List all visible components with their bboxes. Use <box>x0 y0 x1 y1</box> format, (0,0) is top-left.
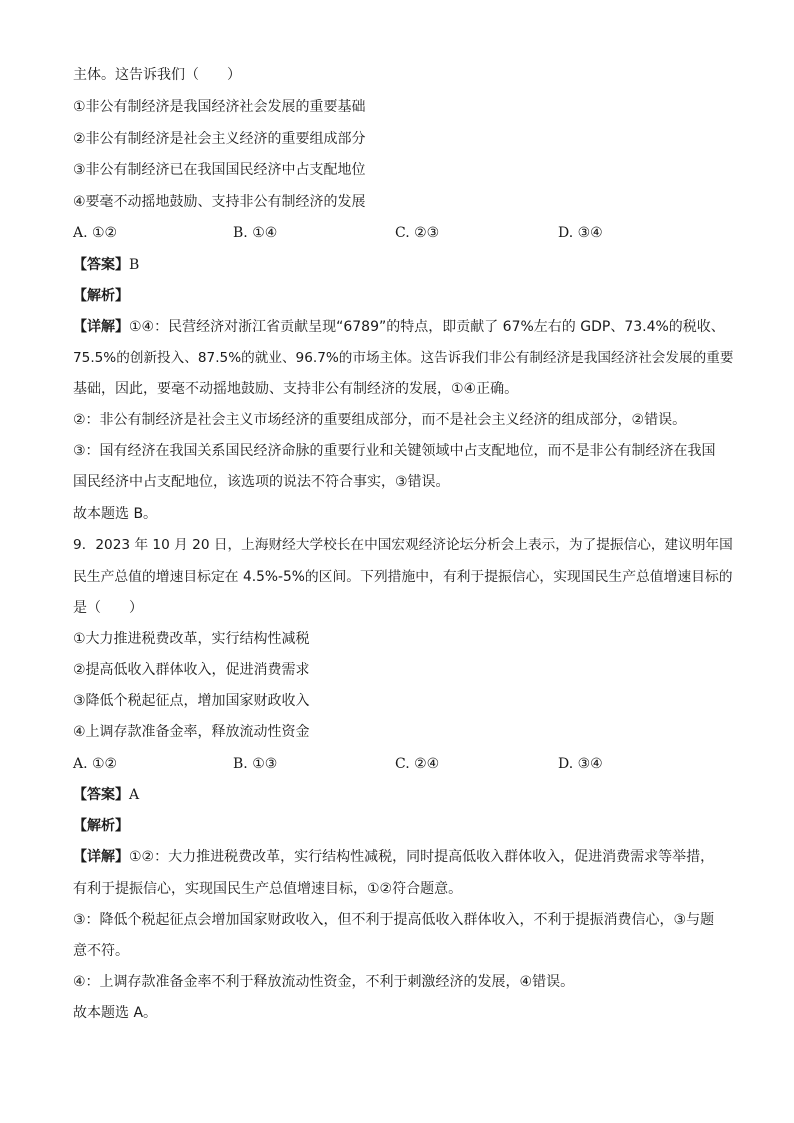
detail-line: 有利于提振信心，实现国民生产总值增速目标，①②符合题意。 <box>73 881 463 897</box>
detail-line: 意不符。 <box>73 943 129 959</box>
answer-options <box>73 754 733 774</box>
answer-value: B <box>129 257 140 273</box>
question-stem: 主体。这告诉我们（ ） <box>73 67 241 83</box>
detail-line <box>73 847 733 867</box>
detail-tag: 【详解】 <box>73 849 129 865</box>
answer-tag: 【答案】 <box>73 257 129 273</box>
conclusion-line: 故本题选 B。 <box>73 506 158 522</box>
answer-tag: 【答案】 <box>73 787 129 803</box>
detail-line: 国民经济中占支配地位，该选项的说法不符合事实，③错误。 <box>73 474 450 490</box>
option-a: A. ①② <box>73 225 118 241</box>
option-a: A. ①② <box>73 756 118 772</box>
detail-line: ③：国有经济在我国关系国民经济命脉的重要行业和关键领域中占支配地位，而不是非公有制经济在我国 <box>73 443 716 459</box>
detail-line: ④：上调存款准备金率不利于释放流动性资金，不利于刺激经济的发展，④错误。 <box>73 974 575 990</box>
analysis-tag: 【解析】 <box>73 288 129 304</box>
analysis-tag: 【解析】 <box>73 818 129 834</box>
statement-item: ①大力推进税费改革，实行结构性减税 <box>73 631 310 647</box>
detail-line: 75.5%的创新投入、87.5%的就业、96.7%的市场主体。这告诉我们非公有制经济是我国经济社会发展的重要 <box>73 350 734 366</box>
detail-text: ①④：民营经济对浙江省贡献呈现“6789”的特点，即贡献了 67%左右的 GDP、73.4%的税收、 <box>129 319 725 335</box>
detail-line <box>73 317 733 337</box>
statement-item: ③非公有制经济已在我国国民经济中占支配地位 <box>73 162 366 178</box>
option-b: B. ①③ <box>233 756 278 772</box>
detail-line: ③：降低个税起征点会增加国家财政收入，但不利于提高低收入群体收入，不利于提振消费信心，③与题 <box>73 912 715 928</box>
statement-item: ④要毫不动摇地鼓励、支持非公有制经济的发展 <box>73 194 366 210</box>
detail-line: ②：非公有制经济是社会主义市场经济的重要组成部分，而不是社会主义经济的组成部分，②错误。 <box>73 412 687 428</box>
option-c: C. ②③ <box>395 225 440 241</box>
detail-tag: 【详解】 <box>73 319 129 335</box>
option-b: B. ①④ <box>233 225 278 241</box>
statement-item: ②提高低收入群体收入，促进消费需求 <box>73 662 310 678</box>
detail-line: 基础，因此，要毫不动摇地鼓励、支持非公有制经济的发展，①④正确。 <box>73 381 519 397</box>
statement-item: ①非公有制经济是我国经济社会发展的重要基础 <box>73 99 366 115</box>
question-stem: 民生产总值的增速目标定在 4.5%-5%的区间。下列措施中，有利于提振信心，实现国民生产总值增速目标的 <box>73 569 733 585</box>
question-stem: 是（ ） <box>73 600 143 616</box>
answer-options <box>73 223 733 243</box>
conclusion-line: 故本题选 A。 <box>73 1005 158 1021</box>
answer-line <box>73 255 733 275</box>
statement-item: ③降低个税起征点，增加国家财政收入 <box>73 693 310 709</box>
option-c: C. ②④ <box>395 756 440 772</box>
question-stem: 9．2023 年 10 月 20 日，上海财经大学校长在中国宏观经济论坛分析会上表示，为了提振信心，建议明年国 <box>73 537 733 553</box>
statement-item: ④上调存款准备金率，释放流动性资金 <box>73 724 310 740</box>
option-d: D. ③④ <box>558 756 603 772</box>
answer-value: A <box>129 787 140 803</box>
answer-line <box>73 785 733 805</box>
option-d: D. ③④ <box>558 225 603 241</box>
detail-text: ①②：大力推进税费改革，实行结构性减税，同时提高低收入群体收入，促进消费需求等举措， <box>129 849 715 865</box>
statement-item: ②非公有制经济是社会主义经济的重要组成部分 <box>73 131 366 147</box>
